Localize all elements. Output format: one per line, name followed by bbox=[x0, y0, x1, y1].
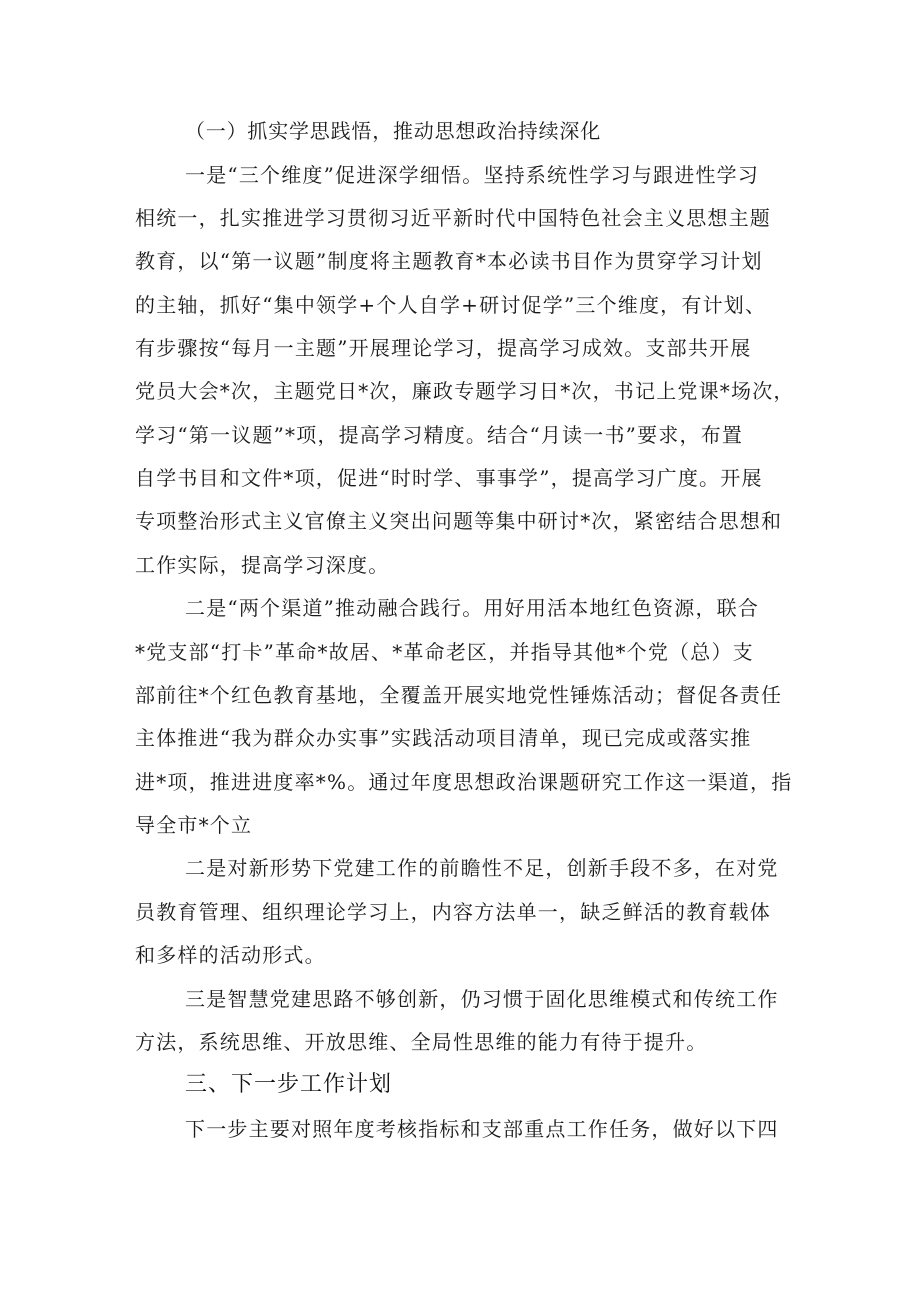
paragraph-line: 相统一，扎实推进学习贯彻习近平新时代中国特色社会主义思想主题 bbox=[135, 206, 771, 230]
paragraph-line: 方法，系统思维、开放思维、全局性思维的能力有待于提升。 bbox=[135, 1030, 708, 1054]
paragraph-line: 自学书目和文件*项，促进“时时学、事事学”，提高学习广度。开展 bbox=[135, 466, 763, 490]
paragraph-line: 三是智慧党建思路不够创新，仍习惯于固化思维模式和传统工作 bbox=[185, 987, 779, 1011]
paragraph-line: 下一步主要对照年度考核指标和支部重点工作任务，做好以下四 bbox=[185, 1117, 779, 1141]
paragraph-line: 工作实际，提高学习深度。 bbox=[135, 553, 390, 577]
paragraph-line: 一是“三个维度”促进深学细悟。坚持系统性学习与跟进性学习 bbox=[185, 163, 760, 187]
paragraph-line: 进*项，推进进度率*%。通过年度思想政治课题研究工作这一渠道，指 bbox=[135, 770, 793, 794]
section-heading: 三、下一步工作计划 bbox=[185, 1072, 393, 1097]
paragraph-line: 主体推进“我为群众办实事”实践活动项目清单，现已完成或落实推 bbox=[135, 726, 752, 750]
paragraph-line: 学习“第一议题”*项，提高学习精度。结合“月读一书”要求，布置 bbox=[135, 423, 744, 447]
paragraph-line: 的主轴，抓好“集中领学+个人自学+研讨促学”三个维度，有计划、 bbox=[135, 293, 767, 317]
paragraph-line: *党支部“打卡”革命*故居、*革命老区，并指导其他*个党（总）支 bbox=[135, 640, 754, 664]
paragraph-line: 有步骤按“每月一主题”开展理论学习，提高学习成效。支部共开展 bbox=[135, 336, 752, 360]
paragraph-line: 部前往*个红色教育基地，全覆盖开展实地党性锤炼活动；督促各责任 bbox=[135, 683, 783, 707]
paragraph-line: 二是对新形势下党建工作的前瞻性不足，创新手段不多，在对党 bbox=[185, 856, 779, 880]
paragraph-line: 专项整治形式主义官僚主义突出问题等集中研讨*次，紧密结合思想和 bbox=[135, 509, 783, 533]
paragraph-line: 导全市*个立 bbox=[135, 813, 253, 837]
paragraph-line: 员教育管理、组织理论学习上，内容方法单一，缺乏鲜活的教育载体 bbox=[135, 900, 771, 924]
paragraph-line: 教育，以“第一议题”制度将主题教育*本必读书目作为贯穿学习计划 bbox=[135, 249, 763, 273]
paragraph-line: 党员大会*次，主题党日*次，廉政专题学习日*次，书记上党课*场次， bbox=[135, 379, 795, 403]
paragraph-line: 和多样的活动形式。 bbox=[135, 943, 326, 967]
paragraph-line: 二是“两个渠道”推动融合践行。用好用活本地红色资源，联合 bbox=[185, 596, 760, 620]
section-subheading: （一）抓实学思践悟，推动思想政治持续深化 bbox=[185, 119, 601, 143]
